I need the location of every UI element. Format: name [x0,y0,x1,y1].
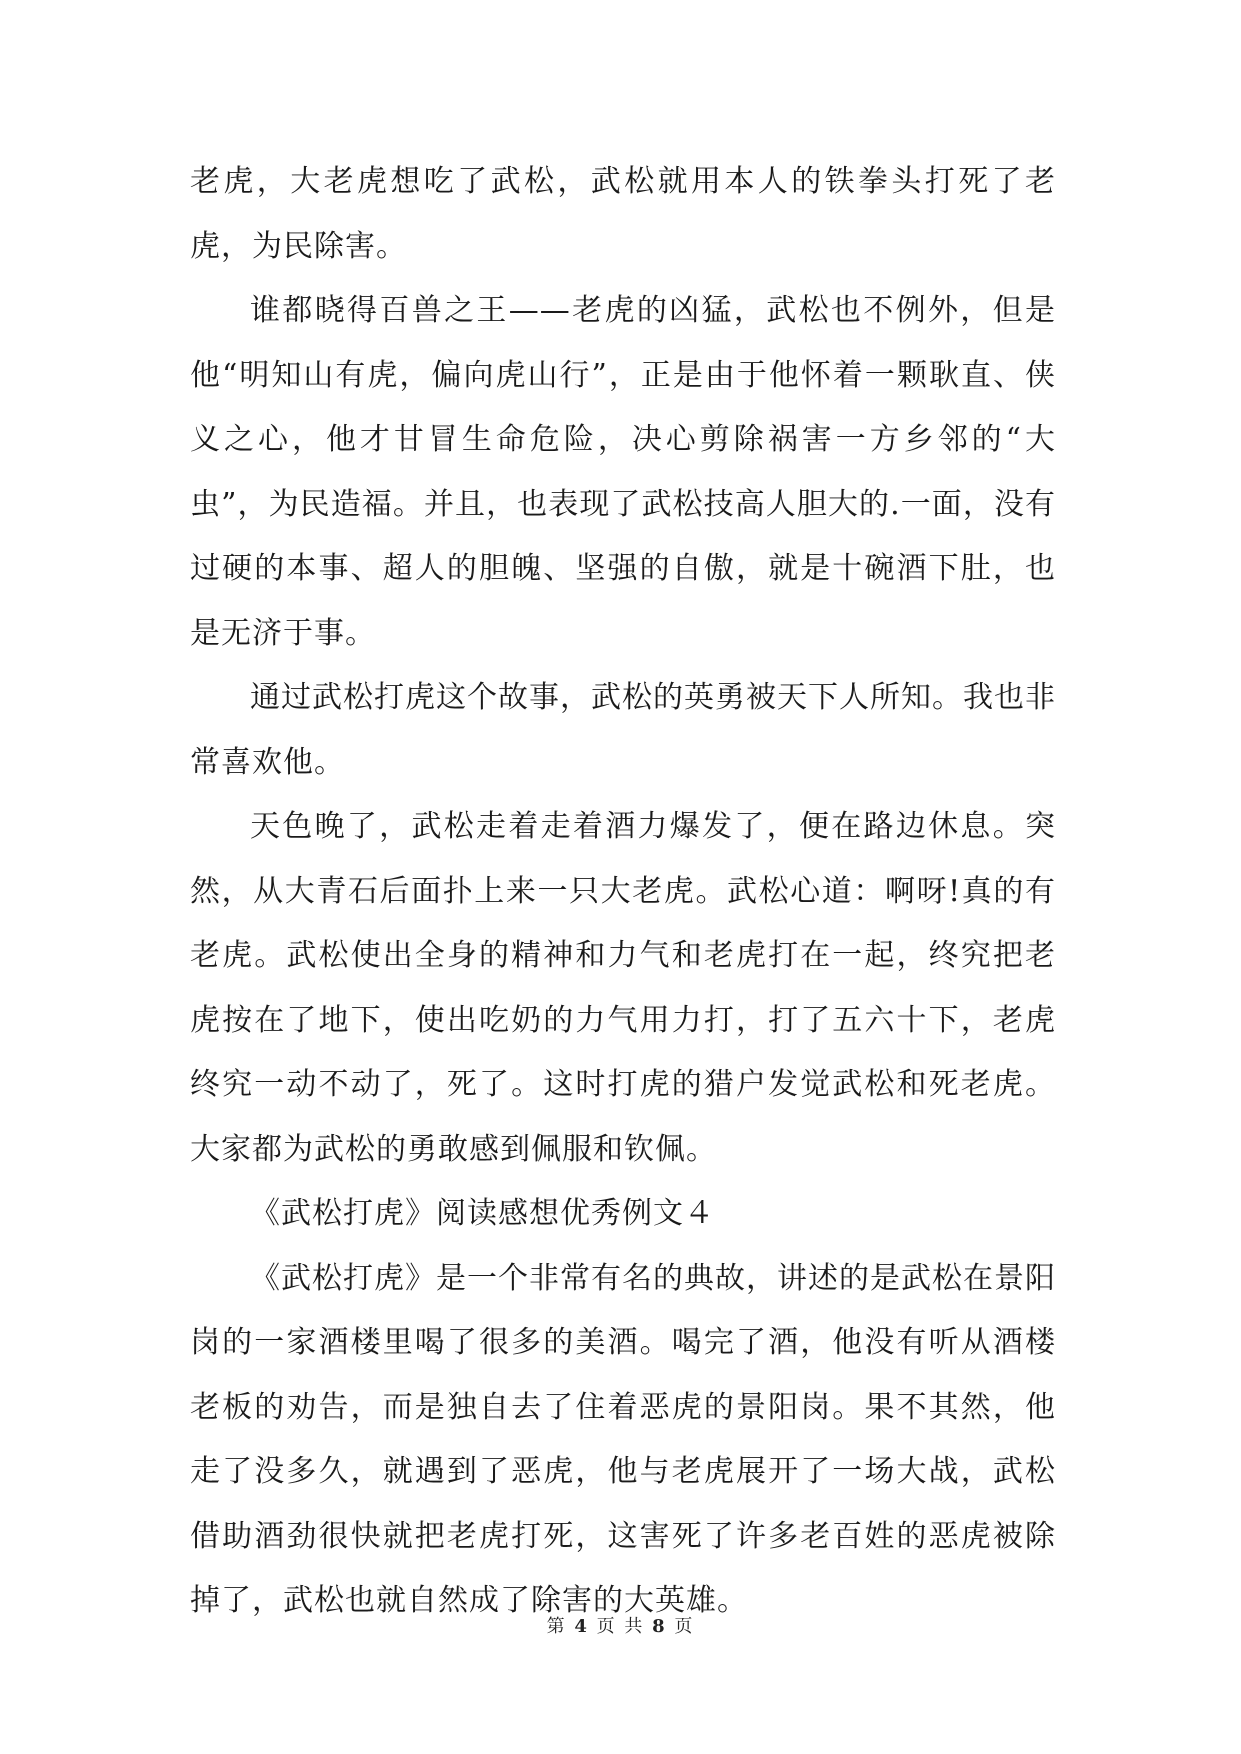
paragraph-2: 谁都晓得百兽之王——老虎的凶猛，武松也不例外，但是他“明知山有虎，偏向虎山行”，正是由于他怀着一颗耿直、侠义之心，他才甘冒生命危险，决心剪除祸害一方乡邻的“大虫”，为民造福。并且，也表现了武松技高人胆大的.一面，没有过硬的本事、超人的胆魄、坚强的自傲，就是十碗酒下肚，也是无济于事。 [190,293,1056,651]
page-footer [0,1612,1241,1638]
section-heading: 《武松打虎》阅读感想优秀例文４ [250,1196,715,1231]
paragraph-1: 老虎，大老虎想吃了武松，武松就用本人的铁拳头打死了老虎，为民除害。 [190,164,1056,264]
document-body [190,150,1056,1634]
paragraph-5: 《武松打虎》是一个非常有名的典故，讲述的是武松在景阳岗的一家酒楼里喝了很多的美酒。喝完了酒，他没有听从酒楼老板的劝告，而是独自去了住着恶虎的景阳岗。果不其然，他走了没多久，就遇到了恶虎，他与老虎展开了一场大战，武松借助酒劲很快就把老虎打死，这害死了许多老百姓的恶虎被除掉了，武松也就自然成了除害的大英雄。 [190,1260,1056,1618]
total-pages-number: 8 [652,1616,667,1637]
footer-suffix: 页 [674,1616,695,1637]
paragraph-4: 天色晚了，武松走着走着酒力爆发了，便在路边休息。突然，从大青石后面扑上来一只大老虎。武松心道：啊呀!真的有老虎。武松使出全身的精神和力气和老虎打在一起，终究把老虎按在了地下，使出吃奶的力气用力打，打了五六十下，老虎终究一动不动了，死了。这时打虎的猎户发觉武松和死老虎。大家都为武松的勇敢感到佩服和钦佩。 [190,809,1056,1167]
current-page-number: 4 [574,1616,589,1637]
footer-prefix: 第 [546,1616,567,1637]
paragraph-3: 通过武松打虎这个故事，武松的英勇被天下人所知。我也非常喜欢他。 [190,680,1056,780]
footer-middle: 页 共 [596,1616,645,1637]
